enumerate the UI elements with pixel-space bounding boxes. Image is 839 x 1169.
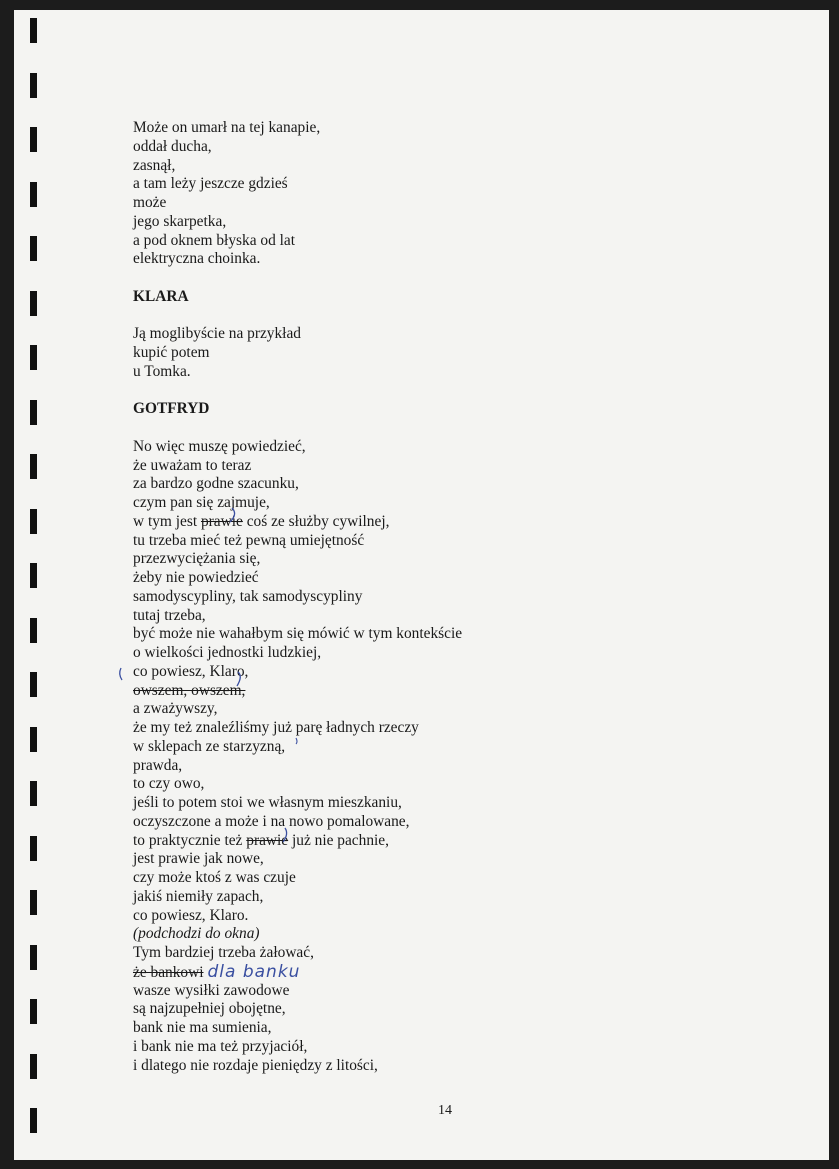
text-line: i dlatego nie rozdaje pieniędzy z litości, <box>133 1056 378 1074</box>
text-line: jeśli to potem stoi we własnym mieszkaniu, <box>133 794 402 811</box>
text-line: oczyszczone a może i na nowo pomalowane, <box>133 812 410 830</box>
text-line: są najzupełniej obojętne, <box>133 1000 286 1018</box>
text-line: u Tomka. <box>133 362 191 380</box>
pen-mark-3 <box>237 672 240 686</box>
text-line: elektryczna choinka. <box>133 250 261 268</box>
text-line: Może on umarł na tej kanapie, <box>133 119 321 136</box>
text-segment: coś ze służby cywilnej, <box>242 512 390 530</box>
text-line: to czy owo, <box>133 775 205 793</box>
text-line: co powiesz, Klaro. <box>133 906 249 924</box>
text-line: zasnął, <box>133 156 176 174</box>
struck-text: że bankowi <box>133 963 204 981</box>
text-line: a pod oknem błyska od lat <box>133 231 295 249</box>
text-line: bank nie ma sumienia, <box>133 1019 272 1036</box>
handwritten-correction: dla banku <box>207 961 301 982</box>
text-line: wasze wysiłki zawodowe <box>133 981 290 999</box>
text-line: oddał ducha, <box>133 137 212 155</box>
text-line: samodyscypliny, tak samodyscypliny <box>133 587 363 605</box>
text-line: przezwyciężania się, <box>133 550 261 568</box>
text-line: w sklepach ze starzyzną, <box>133 737 286 755</box>
text-line: za bardzo godne szacunku, <box>133 475 299 493</box>
struck-text: prawie <box>200 512 243 530</box>
struck-text: prawie <box>246 831 289 849</box>
text-line: jakiś niemiły zapach, <box>133 887 264 905</box>
text-line: tu trzeba mieć też pewną umiejętność <box>133 531 365 549</box>
text-line: a zważywszy, <box>133 700 218 718</box>
text-line: o wielkości jednostki ludzkiej, <box>133 644 322 661</box>
text-line: tutaj trzeba, <box>133 606 206 624</box>
text-line: jego skarpetka, <box>133 212 227 230</box>
text-line: czy może ktoś z was czuje <box>133 869 296 886</box>
text-segment: już nie pachnie, <box>288 831 389 849</box>
text-line: czym pan się zajmuje, <box>133 494 270 511</box>
text-line: Tym bardziej trzeba żałować, <box>133 944 314 961</box>
speaker-name: KLARA <box>133 287 189 305</box>
text-line: żeby nie powiedzieć <box>133 569 259 586</box>
text-line: No więc muszę powiedzieć, <box>133 437 306 455</box>
speaker-name: GOTFRYD <box>133 400 210 418</box>
pen-mark-1 <box>230 508 235 522</box>
pen-mark-4 <box>283 828 287 842</box>
text-line: kupić potem <box>133 344 210 361</box>
text-line: co powiesz, Klaro, <box>133 662 249 680</box>
text-line: Ją moglibyście na przykład <box>133 325 301 343</box>
text-line: może <box>133 194 167 211</box>
stage-direction: (podchodzi do okna) <box>133 925 260 943</box>
text-segment: to praktycznie też <box>133 831 247 849</box>
text-line: być może nie wahałbym się mówić w tym kontekście <box>133 625 463 643</box>
text-line: że uważam to teraz <box>133 456 252 474</box>
page-number: 14 <box>438 1103 452 1118</box>
text-segment: w tym jest <box>133 512 201 530</box>
text-line: jest prawie jak nowe, <box>133 850 264 868</box>
struck-text: owszem, owszem, <box>133 681 246 699</box>
text-line: a tam leży jeszcze gdzieś <box>133 175 288 193</box>
text-line: że my też znaleźliśmy już parę ładnych rzeczy <box>133 719 419 736</box>
pen-mark-2 <box>120 668 122 680</box>
text-line: prawda, <box>133 756 183 774</box>
pen-mark-5 <box>296 738 297 744</box>
text-line: i bank nie ma też przyjaciół, <box>133 1037 308 1055</box>
